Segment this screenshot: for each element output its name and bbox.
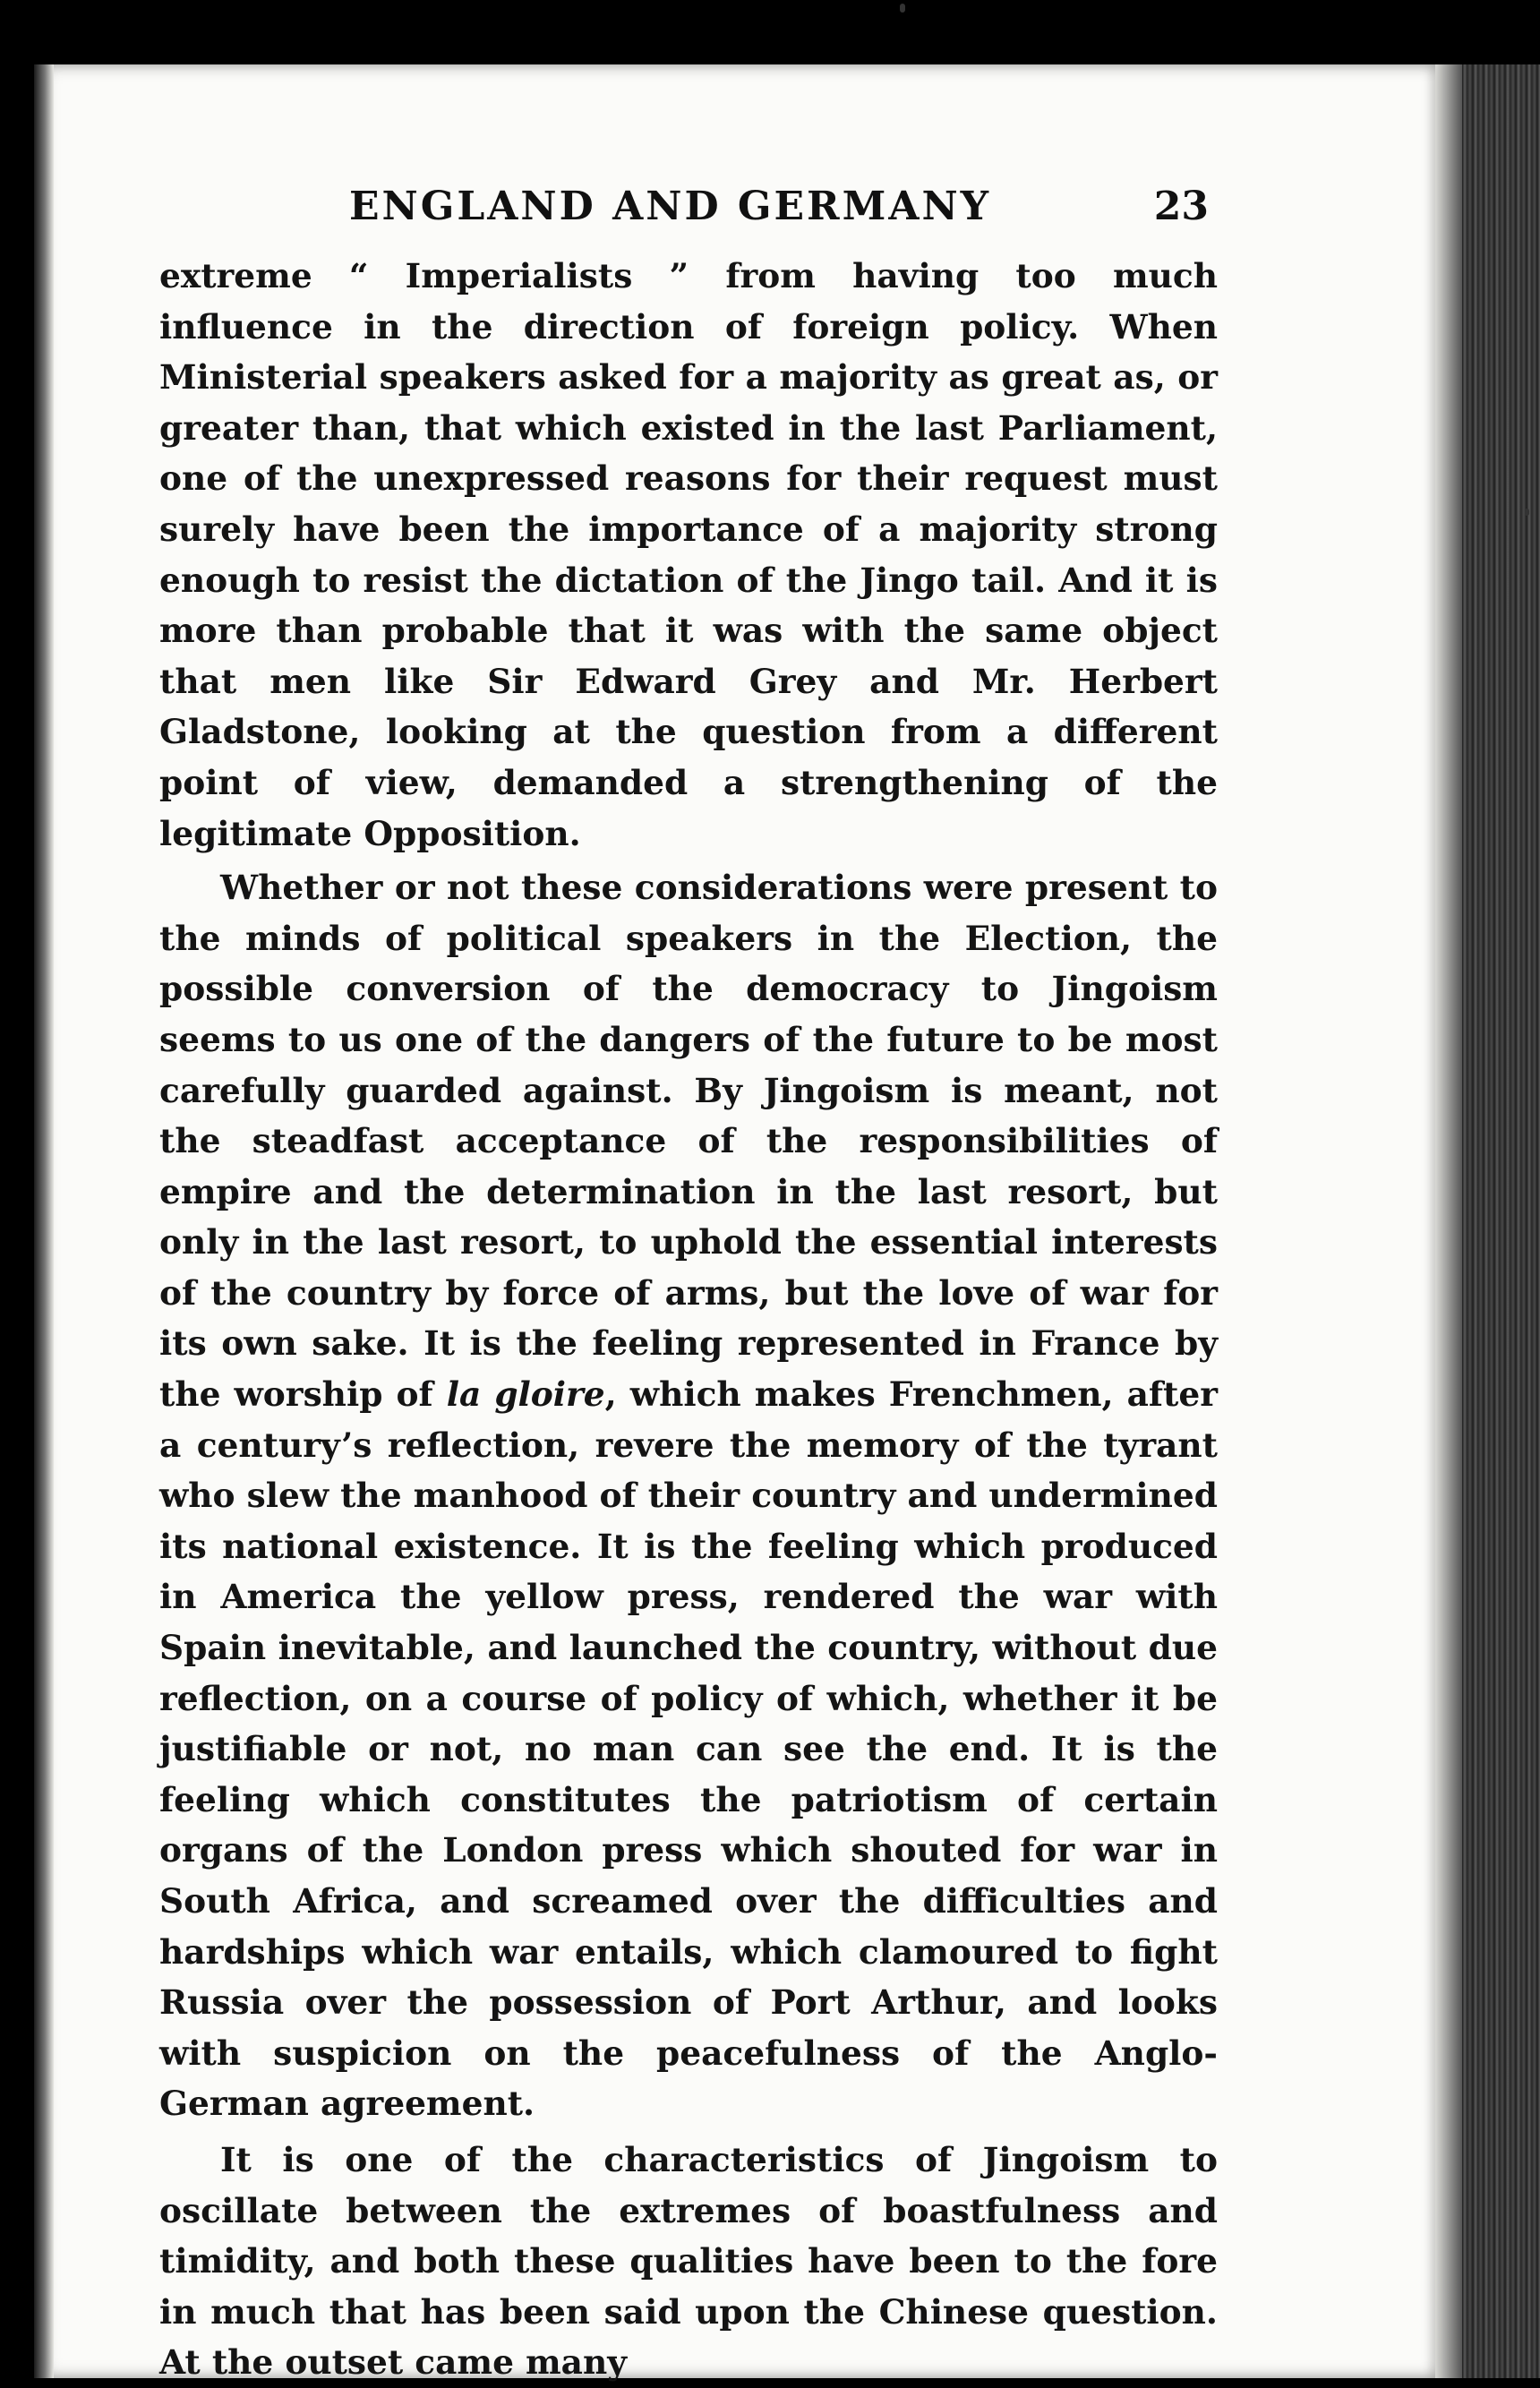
paragraph-2 — [159, 862, 1218, 2129]
paragraph-3: It is one of the characteristics of Jingoism to oscillate between the extremes of boastfulness and timidity, and both these qualities have been to the fore in much that has been said upon the Chinese question. At the outset came many — [159, 2139, 1218, 2383]
paragraph-2-part-2: , which makes Frenchmen, after a century’s reflection, revere the memory of the tyrant who slew the manhood of their country and undermined its national existence. It is the feeling which produced in America the yellow press, rendered the war with Spain inevitable, and launched the country, without due reflection, on a course of policy of which, whether it be justifiable or not, no man can see the end. It is the feeling which constitutes the patriotism of certain organs of the London press which shouted for war in South Africa, and screamed over the difficulties and hardships which war entails, which clamoured to fight Russia over the possession of Port Arthur, and looks with suspicion on the peacefulness of the Anglo-German agreement. — [159, 1374, 1218, 2124]
page-number: 23 — [1153, 184, 1209, 229]
page-gutter-shadow — [34, 64, 54, 2378]
paragraph-1: extreme “ Imperialists ” from having too much influence in the direction of foreign policy. When Ministerial speakers asked for a majority as great as, or greater than, that which existed in the last Parliament, one of the unexpressed reasons for their request must surely have been the importance of a majority strong enough to resist the dictation of the Jingo tail. And it is more than probable that it was with the same object that men like Sir Edward Grey and Mr. Herbert Gladstone, looking at the question from a different point of view, demanded a strengthening of the legitimate Opposition. — [159, 256, 1218, 853]
body-text — [159, 251, 1218, 2388]
book-page-edges — [1435, 64, 1540, 2378]
running-header — [197, 184, 1209, 237]
page-edge-shadow — [1435, 64, 1462, 2378]
scan-speck — [1525, 509, 1529, 516]
paragraph-2-part-1: Whether or not these considerations were present to the minds of political speakers in the Election, the possible conversion of the democracy to Jingoism seems to us one of the dangers of the future to be most carefully guarded against. By Jingoism is meant, not the steadfast acceptance of the responsibilities of empire and the determination in the last resort, but only in the last resort, to uphold the essential interests of the country by force of arms, but the love of war for its own sake. It is the feeling represented in France by the worship of — [159, 868, 1218, 1415]
italic-phrase-la-gloire: la gloire — [446, 1374, 605, 1415]
scan-speck — [900, 4, 905, 13]
running-title: ENGLAND AND GERMANY — [349, 184, 992, 229]
